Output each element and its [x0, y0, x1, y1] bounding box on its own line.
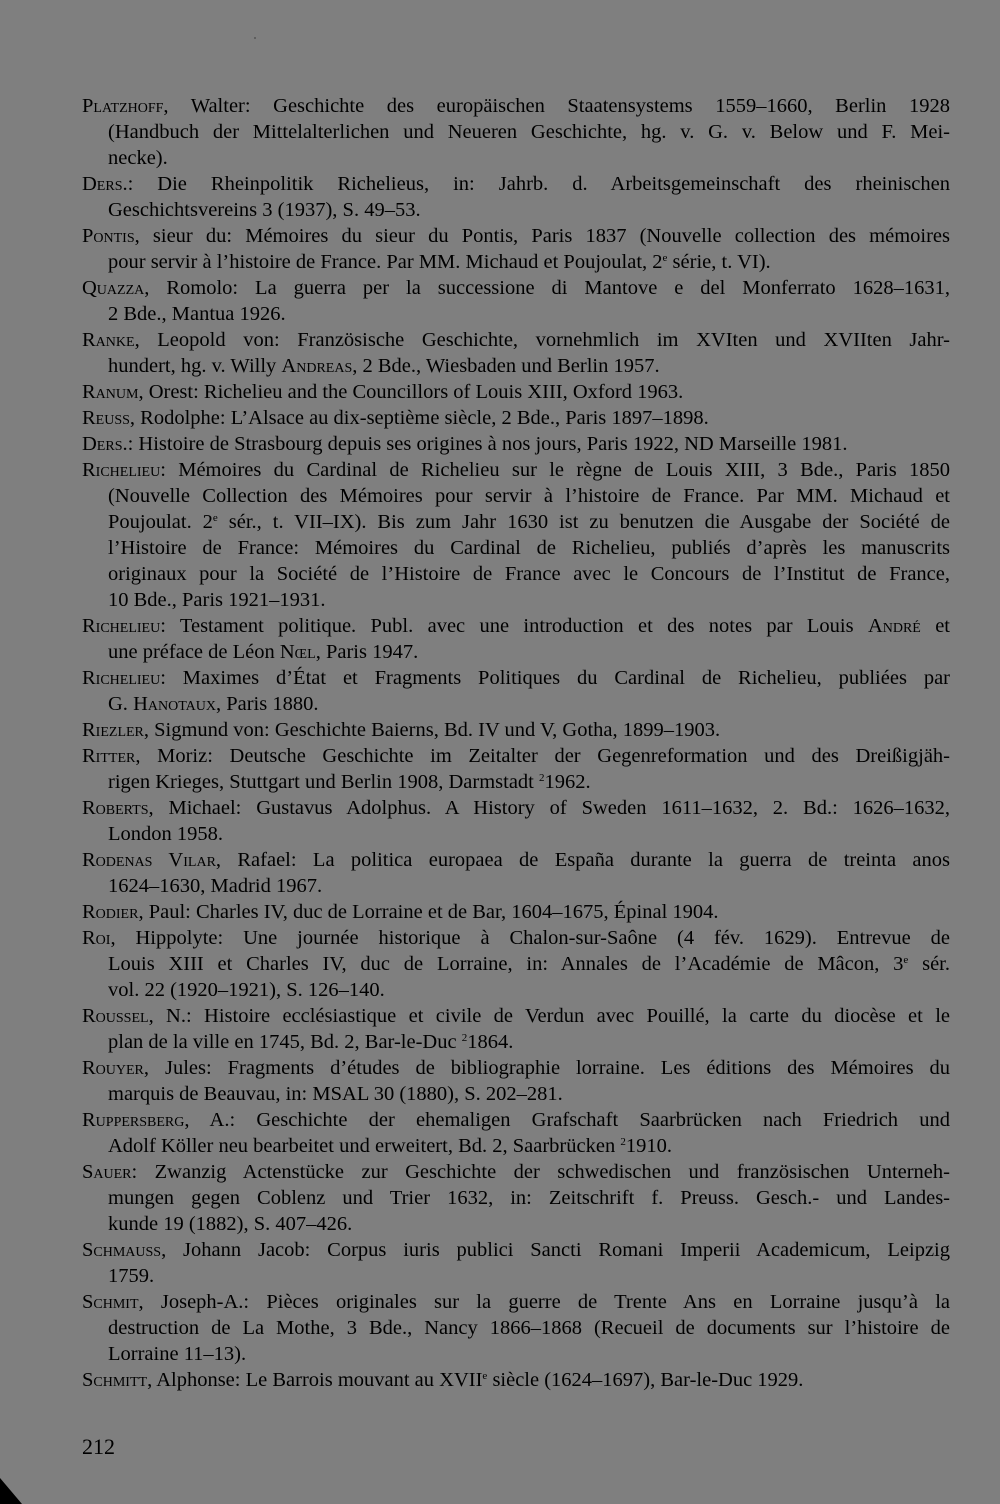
entry-text: 1910.	[625, 1135, 672, 1157]
entry-text: necke).	[108, 147, 168, 169]
superscript: e	[212, 512, 218, 524]
author-name: Hanotaux	[133, 693, 216, 715]
entry-text: , Paris 1947.	[315, 641, 419, 663]
entry-text: 2 Bde., Mantua 1926.	[108, 303, 286, 325]
entry-text: , Joseph-A.: Pièces originales sur la guerre de Trente Ans en Lorraine jusqu’à la	[138, 1291, 950, 1313]
entry-line	[82, 821, 950, 847]
entry-line	[82, 587, 950, 613]
bibliography-entry	[82, 379, 950, 405]
author-name: André	[867, 615, 921, 637]
entry-text: marquis de Beauvau, in: MSAL 30 (1880), S. 202–281.	[108, 1083, 563, 1105]
superscript: 2	[461, 1032, 468, 1044]
entry-line	[82, 509, 950, 535]
entry-text: , Alphonse: Le Barrois mouvant au XVII	[147, 1369, 483, 1391]
entry-text: originaux pour la Société de l’Histoire de France avec le Concours de l’Institut de France,	[108, 563, 950, 585]
entry-line	[82, 431, 950, 457]
entry-text: Louis XIII et Charles IV, duc de Lorraine, in: Annales de l’Académie de Mâcon, 3	[108, 953, 904, 975]
entry-line	[82, 1159, 950, 1185]
entry-text: 1759.	[108, 1265, 155, 1287]
author-name: Ritter	[82, 745, 136, 767]
entry-line	[82, 405, 950, 431]
bibliography-entry	[82, 1367, 950, 1393]
superscript: e	[482, 1370, 488, 1382]
bibliography-entry	[82, 223, 950, 275]
bibliography-entry	[82, 925, 950, 1003]
entry-text: , A.: Geschichte der ehemaligen Grafschaft Saarbrücken nach Friedrich und	[184, 1109, 950, 1131]
entry-line	[82, 613, 950, 639]
entry-line	[82, 1315, 950, 1341]
entry-text: : Die Rheinpolitik Richelieus, in: Jahrb. d. Arbeitsgemeinschaft des rheinischen	[127, 173, 950, 195]
entry-line	[82, 1003, 950, 1029]
author-name: Roberts	[82, 797, 149, 819]
bibliography-entry	[82, 93, 950, 171]
entry-line	[82, 1081, 950, 1107]
entry-line	[82, 873, 950, 899]
author-name: Richelieu	[82, 667, 161, 689]
entry-text: : Maximes d’État et Fragments Politiques du Cardinal de Richelieu, publiées par	[160, 667, 950, 689]
entry-line	[82, 1341, 950, 1367]
bibliography-entry	[82, 847, 950, 899]
entry-line	[82, 1133, 950, 1159]
entry-text: , Moriz: Deutsche Geschichte im Zeitalter der Gegenreformation und des Dreißigjäh-	[135, 745, 950, 767]
entry-line	[82, 223, 950, 249]
author-name: Roi	[82, 927, 111, 949]
entry-text: rigen Krieges, Stuttgart und Berlin 1908, Darmstadt	[108, 771, 539, 793]
bibliography-entry	[82, 795, 950, 847]
entry-text: , sieur du: Mémoires du sieur du Pontis, Paris 1837 (Nouvelle collection des mémoires	[134, 225, 950, 247]
entry-line	[82, 1107, 950, 1133]
entry-text: , 2 Bde., Wiesbaden und Berlin 1957.	[352, 355, 660, 377]
bibliography-entry	[82, 899, 950, 925]
entry-line	[82, 535, 950, 561]
entry-line	[82, 769, 950, 795]
entry-text: , Walter: Geschichte des europäischen Staatensystems 1559–1660, Berlin 1928	[163, 95, 950, 117]
entry-line	[82, 1055, 950, 1081]
bibliography-entry	[82, 1055, 950, 1107]
entry-text: , Rodolphe: L’Alsace au dix-septième siècle, 2 Bde., Paris 1897–1898.	[129, 407, 709, 429]
entry-line	[82, 1237, 950, 1263]
author-name: Andreas	[281, 355, 353, 377]
bibliography-entry	[82, 457, 950, 613]
entry-line	[82, 1263, 950, 1289]
author-name: Schmitt	[82, 1369, 148, 1391]
entry-line	[82, 561, 950, 587]
entry-text: : Testament politique. Publ. avec une introduction et des notes par Louis	[160, 615, 868, 637]
entry-line	[82, 249, 950, 275]
author-name: Ruppersberg	[82, 1109, 185, 1131]
superscript: e	[903, 954, 909, 966]
author-name: Roussel	[82, 1005, 149, 1027]
corner-marker	[0, 1478, 22, 1504]
entry-text: série, t. VI).	[667, 251, 771, 273]
entry-text: , Hippolyte: Une journée historique à Chalon-sur-Saône (4 fév. 1629). Entrevue de	[110, 927, 950, 949]
bibliography-entry	[82, 327, 950, 379]
entry-text: , Michael: Gustavus Adolphus. A History of Sweden 1611–1632, 2. Bd.: 1626–1632,	[148, 797, 950, 819]
author-name: Ranke	[82, 329, 135, 351]
entry-text: , Sigmund von: Geschichte Baierns, Bd. IV und V, Gotha, 1899–1903.	[143, 719, 721, 741]
entry-line	[82, 301, 950, 327]
entry-line	[82, 639, 950, 665]
entry-line	[82, 795, 950, 821]
entry-text: mungen gegen Coblenz und Trier 1632, in: Zeitschrift f. Preuss. Gesch.- und Landes-	[108, 1187, 950, 1209]
entry-line	[82, 353, 950, 379]
author-name: Reuss	[82, 407, 130, 429]
entry-line	[82, 665, 950, 691]
entry-text: et	[920, 615, 950, 637]
entry-text: siècle (1624–1697), Bar-le-Duc 1929.	[487, 1369, 804, 1391]
entry-text: 1864.	[467, 1031, 514, 1053]
entry-line	[82, 925, 950, 951]
entry-text: pour servir à l’histoire de France. Par MM. Michaud et Poujoulat, 2	[108, 251, 663, 273]
entry-line	[82, 275, 950, 301]
entry-text: , Paul: Charles IV, duc de Lorraine et de Bar, 1604–1675, Épinal 1904.	[138, 901, 719, 923]
entry-text: 1962.	[544, 771, 591, 793]
entry-line	[82, 1211, 950, 1237]
entry-text: (Handbuch der Mittelalterlichen und Neueren Geschichte, hg. v. G. v. Below und F. Mei-	[108, 121, 950, 143]
entry-text: , Leopold von: Französische Geschichte, vornehmlich im XVIten und XVIIten Jahr-	[134, 329, 950, 351]
entry-text: : Mémoires du Cardinal de Richelieu sur le règne de Louis XIII, 3 Bde., Paris 1850	[160, 459, 950, 481]
entry-line	[82, 483, 950, 509]
author-name: Richelieu	[82, 459, 161, 481]
author-name: Schmit	[82, 1291, 139, 1313]
author-name: Riezler	[82, 719, 144, 741]
author-name: Rodenas Vilar	[82, 849, 216, 871]
entry-text: London 1958.	[108, 823, 224, 845]
entry-line	[82, 93, 950, 119]
bibliography-entry	[82, 405, 950, 431]
entry-text: l’Histoire de France: Mémoires du Cardinal de Richelieu, publiés d’après les manuscrits	[108, 537, 950, 559]
entry-text: Adolf Köller neu bearbeitet und erweitert, Bd. 2, Saarbrücken	[108, 1135, 621, 1157]
entry-text: Poujoulat. 2	[108, 511, 213, 533]
bibliography-entry	[82, 275, 950, 327]
entry-text: 1624–1630, Madrid 1967.	[108, 875, 323, 897]
superscript: e	[662, 252, 668, 264]
superscript: 2	[539, 772, 545, 784]
entry-line	[82, 145, 950, 171]
entry-line	[82, 119, 950, 145]
entry-line	[82, 171, 950, 197]
entry-line	[82, 379, 950, 405]
entry-line	[82, 327, 950, 353]
entry-text: (Nouvelle Collection des Mémoires pour servir à l’histoire de France. Par MM. Michaud et	[108, 485, 950, 507]
entry-text: Lorraine 11–13).	[108, 1343, 247, 1365]
entry-text: sér., t. VII–IX). Bis zum Jahr 1630 ist zu benutzen die Ausgabe der Société de	[217, 511, 950, 533]
entry-text: destruction de La Mothe, 3 Bde., Nancy 1866–1868 (Recueil de documents sur l’histoire de	[108, 1317, 950, 1339]
entry-text: : Zwanzig Actenstücke zur Geschichte der schwedischen und französischen Unterneh-	[131, 1161, 950, 1183]
bibliography-entry	[82, 613, 950, 665]
author-name: Sauer	[82, 1161, 132, 1183]
author-name: Nœl	[279, 641, 316, 663]
bibliography-entry	[82, 665, 950, 717]
entry-line	[82, 743, 950, 769]
entry-line	[82, 977, 950, 1003]
entry-text: Geschichtsvereins 3 (1937), S. 49–53.	[108, 199, 421, 221]
author-name: Ders.	[82, 433, 128, 455]
entry-line	[82, 1289, 950, 1315]
author-name: Richelieu	[82, 615, 161, 637]
scan-speck	[254, 37, 256, 39]
entry-text: , N.: Histoire ecclésiastique et civile de Verdun avec Pouillé, la carte du diocèse et le	[148, 1005, 950, 1027]
bibliography-list	[82, 93, 950, 1393]
author-name: Platzhoff	[82, 95, 164, 117]
entry-text: : Histoire de Strasbourg depuis ses origines à nos jours, Paris 1922, ND Marseille 1981.	[127, 433, 848, 455]
entry-text: G.	[108, 693, 134, 715]
entry-line	[82, 951, 950, 977]
entry-line	[82, 1185, 950, 1211]
entry-text: une préface de Léon	[108, 641, 280, 663]
entry-text: sér.	[908, 953, 950, 975]
entry-text: , Orest: Richelieu and the Councillors of Louis XIII, Oxford 1963.	[138, 381, 684, 403]
author-name: Schmauss	[82, 1239, 162, 1261]
entry-text: plan de la ville en 1745, Bd. 2, Bar-le-Duc	[108, 1031, 462, 1053]
entry-text: kunde 19 (1882), S. 407–426.	[108, 1213, 353, 1235]
entry-line	[82, 1367, 950, 1393]
bibliography-entry	[82, 717, 950, 743]
bibliography-entry	[82, 1159, 950, 1237]
entry-line	[82, 717, 950, 743]
entry-text: 10 Bde., Paris 1921–1931.	[108, 589, 326, 611]
entry-line	[82, 197, 950, 223]
entry-line	[82, 899, 950, 925]
author-name: Rouyer	[82, 1057, 144, 1079]
entry-line	[82, 847, 950, 873]
entry-text: , Paris 1880.	[215, 693, 319, 715]
entry-text: , Romolo: La guerra per la successione di Mantove e del Monferrato 1628–1631,	[144, 277, 950, 299]
entry-text: , Johann Jacob: Corpus iuris publici Sancti Romani Imperii Academicum, Leipzig	[161, 1239, 950, 1261]
bibliography-entry	[82, 743, 950, 795]
entry-text: hundert, hg. v. Willy	[108, 355, 282, 377]
entry-text: vol. 22 (1920–1921), S. 126–140.	[108, 979, 385, 1001]
entry-line	[82, 457, 950, 483]
author-name: Ranum	[82, 381, 139, 403]
author-name: Ders.	[82, 173, 128, 195]
bibliography-entry	[82, 1237, 950, 1289]
entry-line	[82, 691, 950, 717]
author-name: Pontis	[82, 225, 135, 247]
superscript: 2	[620, 1136, 626, 1148]
author-name: Quazza	[82, 277, 145, 299]
entry-text: , Rafael: La politica europaea de España durante la guerra de treinta anos	[215, 849, 950, 871]
bibliography-entry	[82, 1289, 950, 1367]
author-name: Rodier	[82, 901, 139, 923]
bibliography-entry	[82, 171, 950, 223]
bibliography-entry	[82, 1107, 950, 1159]
bibliography-entry	[82, 431, 950, 457]
entry-text: , Jules: Fragments d’études de bibliographie lorraine. Les éditions des Mémoires du	[143, 1057, 950, 1079]
entry-line	[82, 1029, 950, 1055]
page-number: 212	[82, 1434, 115, 1459]
bibliography-entry	[82, 1003, 950, 1055]
